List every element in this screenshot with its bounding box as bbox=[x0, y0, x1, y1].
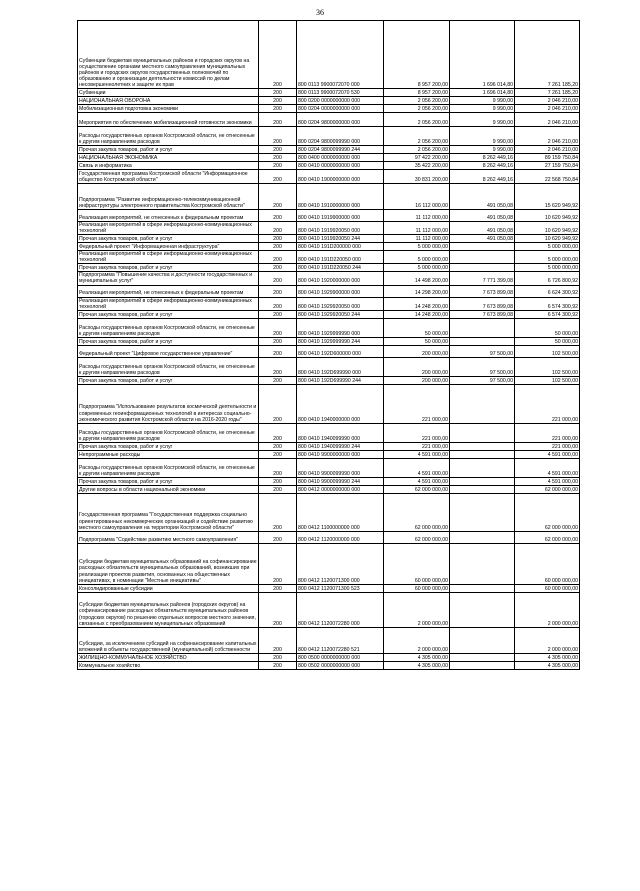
row-executed-amount: 8 262 449,16 bbox=[450, 162, 515, 170]
table-row bbox=[78, 493, 580, 531]
row-approved-amount: 2 056 200,00 bbox=[384, 105, 450, 113]
table-row bbox=[78, 127, 580, 146]
row-classifier-code: 800 0410 1910000000 000 bbox=[297, 184, 384, 210]
row-unexecuted-amount: 2 046 210,00 bbox=[515, 113, 580, 127]
row-line-code: 200 bbox=[259, 653, 297, 661]
row-name: Прочая закупка товаров, работ и услуг bbox=[78, 376, 259, 384]
row-executed-amount: 97 500,00 bbox=[450, 376, 515, 384]
row-unexecuted-amount: 221 000,00 bbox=[515, 423, 580, 442]
page-number: 36 bbox=[316, 8, 324, 17]
row-executed-amount bbox=[450, 264, 515, 272]
row-executed-amount: 491 050,08 bbox=[450, 210, 515, 222]
table-row bbox=[78, 170, 580, 184]
row-unexecuted-amount: 221 000,00 bbox=[515, 442, 580, 450]
row-executed-amount: 9 990,00 bbox=[450, 113, 515, 127]
table-row bbox=[78, 442, 580, 450]
row-classifier-code: 800 0410 1929999990 000 bbox=[297, 318, 384, 337]
row-classifier-code: 800 0502 0000000000 000 bbox=[297, 661, 384, 669]
row-name: Прочая закупка товаров, работ и услуг bbox=[78, 477, 259, 485]
row-unexecuted-amount: 4 305 000,00 bbox=[515, 661, 580, 669]
row-unexecuted-amount: 62 000 000,00 bbox=[515, 531, 580, 543]
row-executed-amount bbox=[450, 251, 515, 264]
row-unexecuted-amount: 5 000 000,00 bbox=[515, 251, 580, 264]
row-approved-amount: 2 000 000,00 bbox=[384, 592, 450, 627]
row-classifier-code: 800 0410 1919920050 244 bbox=[297, 235, 384, 243]
table-row bbox=[78, 285, 580, 297]
row-classifier-code: 800 0410 191D220050 000 bbox=[297, 251, 384, 264]
row-executed-amount bbox=[450, 653, 515, 661]
row-approved-amount: 2 056 200,00 bbox=[384, 127, 450, 146]
row-unexecuted-amount: 7 261 185,20 bbox=[515, 89, 580, 97]
row-name: Прочая закупка товаров, работ и услуг bbox=[78, 146, 259, 154]
row-classifier-code: 800 0400 0000000000 000 bbox=[297, 154, 384, 162]
table-row bbox=[78, 531, 580, 543]
row-unexecuted-amount: 221 000,00 bbox=[515, 384, 580, 423]
row-approved-amount: 5 000 000,00 bbox=[384, 251, 450, 264]
row-name: Мероприятия по обеспечению мобилизационной готовности экономики bbox=[78, 113, 259, 127]
row-classifier-code: 800 0412 1120071300 000 bbox=[297, 543, 384, 584]
row-classifier-code: 800 0410 192D699990 244 bbox=[297, 376, 384, 384]
row-unexecuted-amount: 22 568 750,84 bbox=[515, 170, 580, 184]
row-unexecuted-amount: 15 620 949,92 bbox=[515, 184, 580, 210]
row-name: Подпрограмма "Повышение качества и доступности государственных и муниципальных услуг" bbox=[78, 272, 259, 285]
row-name: Реализация мероприятий в сфере информационно-коммуникационных технологий bbox=[78, 251, 259, 264]
row-unexecuted-amount: 5 000 000,00 bbox=[515, 243, 580, 251]
row-unexecuted-amount: 4 305 000,00 bbox=[515, 653, 580, 661]
table-row bbox=[78, 210, 580, 222]
row-classifier-code: 800 0412 1120072280 521 bbox=[297, 627, 384, 653]
row-classifier-code: 800 0410 9900099990 000 bbox=[297, 458, 384, 477]
table-row bbox=[78, 345, 580, 357]
row-classifier-code: 800 0204 9800099990 244 bbox=[297, 146, 384, 154]
row-classifier-code: 800 0412 1120072280 000 bbox=[297, 592, 384, 627]
table-row bbox=[78, 384, 580, 423]
row-line-code: 200 bbox=[259, 584, 297, 592]
row-line-code: 200 bbox=[259, 235, 297, 243]
row-name: Прочая закупка товаров, работ и услуг bbox=[78, 442, 259, 450]
row-approved-amount: 30 831 200,00 bbox=[384, 170, 450, 184]
row-unexecuted-amount: 50 000,00 bbox=[515, 337, 580, 345]
row-executed-amount: 9 990,00 bbox=[450, 146, 515, 154]
row-line-code: 200 bbox=[259, 21, 297, 89]
row-approved-amount: 200 000,00 bbox=[384, 357, 450, 376]
table-row bbox=[78, 357, 580, 376]
row-executed-amount bbox=[450, 442, 515, 450]
row-executed-amount bbox=[450, 318, 515, 337]
table-row bbox=[78, 264, 580, 272]
row-name: Федеральный проект "Цифровое государственное управление" bbox=[78, 345, 259, 357]
budget-table-body bbox=[78, 21, 580, 670]
row-classifier-code: 800 0204 9800099990 000 bbox=[297, 127, 384, 146]
table-row bbox=[78, 89, 580, 97]
row-classifier-code: 800 0412 1120000000 000 bbox=[297, 531, 384, 543]
row-name: Прочая закупка товаров, работ и услуг bbox=[78, 337, 259, 345]
row-approved-amount: 2 056 200,00 bbox=[384, 97, 450, 105]
row-line-code: 200 bbox=[259, 318, 297, 337]
row-unexecuted-amount: 7 261 185,20 bbox=[515, 21, 580, 89]
table-row bbox=[78, 162, 580, 170]
row-line-code: 200 bbox=[259, 345, 297, 357]
row-line-code: 200 bbox=[259, 146, 297, 154]
table-row bbox=[78, 235, 580, 243]
row-name: Связь и информатика bbox=[78, 162, 259, 170]
row-executed-amount bbox=[450, 477, 515, 485]
row-unexecuted-amount: 27 159 750,84 bbox=[515, 162, 580, 170]
row-approved-amount: 200 000,00 bbox=[384, 345, 450, 357]
row-executed-amount bbox=[450, 543, 515, 584]
row-unexecuted-amount: 10 620 949,92 bbox=[515, 210, 580, 222]
row-executed-amount: 97 500,00 bbox=[450, 345, 515, 357]
row-executed-amount bbox=[450, 493, 515, 531]
row-executed-amount bbox=[450, 337, 515, 345]
row-approved-amount: 50 000,00 bbox=[384, 337, 450, 345]
row-executed-amount: 9 990,00 bbox=[450, 97, 515, 105]
row-executed-amount: 9 990,00 bbox=[450, 105, 515, 113]
row-classifier-code: 800 0410 1919920050 000 bbox=[297, 222, 384, 235]
row-executed-amount bbox=[450, 485, 515, 493]
row-approved-amount: 14 248 200,00 bbox=[384, 297, 450, 310]
row-classifier-code: 800 0412 0000000000 000 bbox=[297, 485, 384, 493]
row-approved-amount: 16 112 000,00 bbox=[384, 184, 450, 210]
row-executed-amount bbox=[450, 661, 515, 669]
table-row bbox=[78, 337, 580, 345]
row-classifier-code: 800 0412 1120071300 523 bbox=[297, 584, 384, 592]
row-line-code: 200 bbox=[259, 243, 297, 251]
row-unexecuted-amount: 6 574 300,92 bbox=[515, 310, 580, 318]
row-unexecuted-amount: 2 046 210,00 bbox=[515, 146, 580, 154]
row-approved-amount: 97 422 200,00 bbox=[384, 154, 450, 162]
row-name: Другие вопросы в области национальной экономики bbox=[78, 485, 259, 493]
row-unexecuted-amount: 50 000,00 bbox=[515, 318, 580, 337]
row-approved-amount: 60 000 000,00 bbox=[384, 543, 450, 584]
row-classifier-code: 800 0500 0000000000 000 bbox=[297, 653, 384, 661]
row-unexecuted-amount: 10 620 949,92 bbox=[515, 235, 580, 243]
row-executed-amount bbox=[450, 584, 515, 592]
row-executed-amount bbox=[450, 423, 515, 442]
row-name: Федеральный проект "Информационная инфраструктура" bbox=[78, 243, 259, 251]
row-approved-amount: 5 000 000,00 bbox=[384, 243, 450, 251]
row-name: Реализация мероприятий, не отнесенных к федеральным проектам bbox=[78, 210, 259, 222]
table-row bbox=[78, 272, 580, 285]
row-approved-amount: 221 000,00 bbox=[384, 423, 450, 442]
row-executed-amount: 1 696 014,80 bbox=[450, 89, 515, 97]
table-row bbox=[78, 297, 580, 310]
row-name: Субсидии, за исключением субсидий на софинансирование капитальных вложений в объекты государственной (муниципальной) собственности bbox=[78, 627, 259, 653]
row-name: Мобилизационная подготовка экономики bbox=[78, 105, 259, 113]
row-name: Реализация мероприятий в сфере информационно-коммуникационных технологий bbox=[78, 297, 259, 310]
row-line-code: 200 bbox=[259, 423, 297, 442]
row-name: НАЦИОНАЛЬНАЯ ЭКОНОМИКА bbox=[78, 154, 259, 162]
row-unexecuted-amount: 10 620 949,92 bbox=[515, 222, 580, 235]
table-row bbox=[78, 310, 580, 318]
row-name: Непрограммные расходы bbox=[78, 450, 259, 458]
row-approved-amount: 11 112 000,00 bbox=[384, 235, 450, 243]
row-name: Расходы государственных органов Костромской области, не отнесенные к другим направлениям расходов bbox=[78, 458, 259, 477]
row-line-code: 200 bbox=[259, 272, 297, 285]
row-classifier-code: 800 0410 1940099990 000 bbox=[297, 423, 384, 442]
row-classifier-code: 800 0410 192D600000 000 bbox=[297, 345, 384, 357]
row-executed-amount: 7 673 899,08 bbox=[450, 310, 515, 318]
row-approved-amount: 62 000 000,00 bbox=[384, 531, 450, 543]
table-row bbox=[78, 318, 580, 337]
row-name: НАЦИОНАЛЬНАЯ ОБОРОНА bbox=[78, 97, 259, 105]
row-name: Государственная программа Костромской области "Информационное общество Костромской области" bbox=[78, 170, 259, 184]
row-name: Реализация мероприятий в сфере информационно-коммуникационных технологий bbox=[78, 222, 259, 235]
row-approved-amount: 200 000,00 bbox=[384, 376, 450, 384]
table-row bbox=[78, 653, 580, 661]
row-unexecuted-amount: 102 500,00 bbox=[515, 376, 580, 384]
row-name: Расходы государственных органов Костромской области, не отнесенные к другим направлениям расходов bbox=[78, 127, 259, 146]
row-unexecuted-amount: 62 000 000,00 bbox=[515, 485, 580, 493]
row-line-code: 200 bbox=[259, 154, 297, 162]
row-line-code: 200 bbox=[259, 627, 297, 653]
table-row bbox=[78, 450, 580, 458]
row-classifier-code: 800 0410 1929999990 244 bbox=[297, 337, 384, 345]
row-line-code: 200 bbox=[259, 184, 297, 210]
row-name: Расходы государственных органов Костромской области, не отнесенные к другим направлениям расходов bbox=[78, 318, 259, 337]
row-classifier-code: 800 0410 191D220050 244 bbox=[297, 264, 384, 272]
row-approved-amount: 14 498 200,00 bbox=[384, 272, 450, 285]
row-unexecuted-amount: 4 591 000,00 bbox=[515, 450, 580, 458]
row-approved-amount: 221 000,00 bbox=[384, 384, 450, 423]
row-name: Коммунальное хозяйство bbox=[78, 661, 259, 669]
row-approved-amount: 14 298 200,00 bbox=[384, 285, 450, 297]
row-executed-amount: 8 262 449,16 bbox=[450, 154, 515, 162]
row-line-code: 200 bbox=[259, 442, 297, 450]
row-name: Расходы государственных органов Костромской области, не отнесенные к другим направлениям расходов bbox=[78, 423, 259, 442]
row-line-code: 200 bbox=[259, 592, 297, 627]
row-line-code: 200 bbox=[259, 251, 297, 264]
row-line-code: 200 bbox=[259, 450, 297, 458]
row-executed-amount: 8 262 449,16 bbox=[450, 170, 515, 184]
row-unexecuted-amount: 4 591 000,00 bbox=[515, 458, 580, 477]
row-classifier-code: 800 0410 1940000000 000 bbox=[297, 384, 384, 423]
row-line-code: 200 bbox=[259, 543, 297, 584]
row-line-code: 200 bbox=[259, 222, 297, 235]
row-line-code: 200 bbox=[259, 97, 297, 105]
row-unexecuted-amount: 102 500,00 bbox=[515, 357, 580, 376]
row-approved-amount: 5 000 000,00 bbox=[384, 264, 450, 272]
row-line-code: 200 bbox=[259, 113, 297, 127]
row-line-code: 200 bbox=[259, 170, 297, 184]
row-classifier-code: 800 0410 1940099990 244 bbox=[297, 442, 384, 450]
row-classifier-code: 800 0204 9800000000 000 bbox=[297, 113, 384, 127]
row-unexecuted-amount: 2 046 210,00 bbox=[515, 105, 580, 113]
row-name: Субвенции bbox=[78, 89, 259, 97]
row-name: Подпрограмма "Использование результатов космической деятельности и современных геоинформационных технологий в интересах социально-экономического развития Костромской области на 2016-2020 годы" bbox=[78, 384, 259, 423]
row-line-code: 200 bbox=[259, 661, 297, 669]
table-row bbox=[78, 423, 580, 442]
row-executed-amount bbox=[450, 384, 515, 423]
row-name: Прочая закупка товаров, работ и услуг bbox=[78, 310, 259, 318]
table-row bbox=[78, 661, 580, 669]
row-unexecuted-amount: 2 046 210,00 bbox=[515, 127, 580, 146]
row-classifier-code: 800 0113 9900072070 000 bbox=[297, 21, 384, 89]
table-row bbox=[78, 184, 580, 210]
row-classifier-code: 800 0412 1100000000 000 bbox=[297, 493, 384, 531]
row-executed-amount bbox=[450, 531, 515, 543]
row-approved-amount: 62 000 000,00 bbox=[384, 485, 450, 493]
row-line-code: 200 bbox=[259, 89, 297, 97]
table-row bbox=[78, 243, 580, 251]
row-line-code: 200 bbox=[259, 376, 297, 384]
row-executed-amount: 97 500,00 bbox=[450, 357, 515, 376]
row-name: Субсидии бюджетам муниципальных образований на софинансирование расходных обязательств муниципальных образований, возникших при реализации проектов развития, основанных на общественных инициативах, в номинации "Местные инициативы" bbox=[78, 543, 259, 584]
row-classifier-code: 800 0410 0000000000 000 bbox=[297, 162, 384, 170]
row-line-code: 200 bbox=[259, 210, 297, 222]
table-row bbox=[78, 105, 580, 113]
row-approved-amount: 11 112 000,00 bbox=[384, 222, 450, 235]
row-name: Субвенции бюджетам муниципальных районов и городских округов на осуществление органами местного самоуправления муниципальных районов и городских округов государственных полномочий по образованию и организации деятельности комиссий по делам несовершеннолетних и защите их прав bbox=[78, 21, 259, 89]
row-unexecuted-amount: 5 000 000,00 bbox=[515, 264, 580, 272]
row-classifier-code: 800 0410 9900000000 000 bbox=[297, 450, 384, 458]
row-classifier-code: 800 0410 192D699990 000 bbox=[297, 357, 384, 376]
row-approved-amount: 4 591 000,00 bbox=[384, 450, 450, 458]
row-line-code: 200 bbox=[259, 357, 297, 376]
row-unexecuted-amount: 4 591 000,00 bbox=[515, 477, 580, 485]
row-executed-amount: 7 673 899,08 bbox=[450, 285, 515, 297]
row-name: Прочая закупка товаров, работ и услуг bbox=[78, 264, 259, 272]
row-executed-amount: 7 771 399,08 bbox=[450, 272, 515, 285]
row-approved-amount: 35 422 200,00 bbox=[384, 162, 450, 170]
table-row bbox=[78, 146, 580, 154]
row-approved-amount: 4 305 000,00 bbox=[384, 653, 450, 661]
row-classifier-code: 800 0410 9900099990 244 bbox=[297, 477, 384, 485]
row-classifier-code: 800 0410 1929920050 000 bbox=[297, 297, 384, 310]
row-unexecuted-amount: 6 624 300,92 bbox=[515, 285, 580, 297]
row-unexecuted-amount: 62 000 000,00 bbox=[515, 493, 580, 531]
row-line-code: 200 bbox=[259, 310, 297, 318]
row-approved-amount: 8 957 200,00 bbox=[384, 21, 450, 89]
row-classifier-code: 800 0204 0000000000 000 bbox=[297, 105, 384, 113]
row-approved-amount: 8 957 200,00 bbox=[384, 89, 450, 97]
row-executed-amount bbox=[450, 243, 515, 251]
row-unexecuted-amount: 6 726 800,92 bbox=[515, 272, 580, 285]
table-row bbox=[78, 113, 580, 127]
table-row bbox=[78, 21, 580, 89]
row-unexecuted-amount: 2 046 210,00 bbox=[515, 97, 580, 105]
row-classifier-code: 800 0410 191D200000 000 bbox=[297, 243, 384, 251]
row-approved-amount: 221 000,00 bbox=[384, 442, 450, 450]
row-executed-amount: 491 050,08 bbox=[450, 184, 515, 210]
row-classifier-code: 800 0410 1920000000 000 bbox=[297, 272, 384, 285]
table-row bbox=[78, 543, 580, 584]
row-name: Государственная программа "Государственная поддержка социально ориентированных некоммерческих организаций и содействие развитию местного самоуправления на территории Костромской области" bbox=[78, 493, 259, 531]
row-line-code: 200 bbox=[259, 105, 297, 113]
table-row bbox=[78, 477, 580, 485]
row-executed-amount bbox=[450, 627, 515, 653]
row-name: Субсидии бюджетам муниципальных районов (городских округов) на софинансирование расходных обязательств муниципальных районов (городских округов) по решению отдельных вопросов местного значения, связанных с преобразованием муниципальных образований bbox=[78, 592, 259, 627]
table-row bbox=[78, 584, 580, 592]
row-executed-amount bbox=[450, 592, 515, 627]
table-row bbox=[78, 458, 580, 477]
row-unexecuted-amount: 2 000 000,00 bbox=[515, 592, 580, 627]
row-name: Расходы государственных органов Костромской области, не отнесенные к другим направлениям расходов bbox=[78, 357, 259, 376]
row-executed-amount: 491 050,08 bbox=[450, 222, 515, 235]
row-executed-amount: 9 990,00 bbox=[450, 127, 515, 146]
row-line-code: 200 bbox=[259, 285, 297, 297]
row-approved-amount: 60 000 000,00 bbox=[384, 584, 450, 592]
row-classifier-code: 800 0410 1900000000 000 bbox=[297, 170, 384, 184]
row-classifier-code: 800 0200 0000000000 000 bbox=[297, 97, 384, 105]
row-line-code: 200 bbox=[259, 162, 297, 170]
row-approved-amount: 2 000 000,00 bbox=[384, 627, 450, 653]
row-approved-amount: 62 000 000,00 bbox=[384, 493, 450, 531]
row-unexecuted-amount: 2 000 000,00 bbox=[515, 627, 580, 653]
row-line-code: 200 bbox=[259, 297, 297, 310]
row-executed-amount bbox=[450, 450, 515, 458]
row-name: ЖИЛИЩНО-КОММУНАЛЬНОЕ ХОЗЯЙСТВО bbox=[78, 653, 259, 661]
row-name: Прочая закупка товаров, работ и услуг bbox=[78, 235, 259, 243]
row-name: Консолидированные субсидии bbox=[78, 584, 259, 592]
table-row bbox=[78, 222, 580, 235]
row-line-code: 200 bbox=[259, 384, 297, 423]
row-line-code: 200 bbox=[259, 477, 297, 485]
table-row bbox=[78, 485, 580, 493]
row-name: Реализация мероприятий, не отнесенных к федеральным проектам bbox=[78, 285, 259, 297]
row-approved-amount: 4 591 000,00 bbox=[384, 458, 450, 477]
row-line-code: 200 bbox=[259, 485, 297, 493]
row-classifier-code: 800 0410 1919900000 000 bbox=[297, 210, 384, 222]
row-executed-amount: 7 673 899,08 bbox=[450, 297, 515, 310]
row-classifier-code: 800 0113 9900072070 530 bbox=[297, 89, 384, 97]
row-line-code: 200 bbox=[259, 264, 297, 272]
table-row bbox=[78, 627, 580, 653]
row-unexecuted-amount: 89 159 750,84 bbox=[515, 154, 580, 162]
row-name: Подпрограмма "Содействие развитию местного самоуправления" bbox=[78, 531, 259, 543]
row-line-code: 200 bbox=[259, 493, 297, 531]
table-row bbox=[78, 97, 580, 105]
row-approved-amount: 4 591 000,00 bbox=[384, 477, 450, 485]
row-approved-amount: 11 112 000,00 bbox=[384, 210, 450, 222]
row-line-code: 200 bbox=[259, 127, 297, 146]
row-classifier-code: 800 0410 1929920050 244 bbox=[297, 310, 384, 318]
row-executed-amount bbox=[450, 458, 515, 477]
row-approved-amount: 4 305 000,00 bbox=[384, 661, 450, 669]
row-line-code: 200 bbox=[259, 458, 297, 477]
table-row bbox=[78, 592, 580, 627]
row-unexecuted-amount: 60 000 000,00 bbox=[515, 543, 580, 584]
row-executed-amount: 491 050,08 bbox=[450, 235, 515, 243]
row-approved-amount: 50 000,00 bbox=[384, 318, 450, 337]
row-name: Подпрограмма "Развитие информационно-телекоммуникационной инфраструктуры электронного правительства Костромской области" bbox=[78, 184, 259, 210]
row-line-code: 200 bbox=[259, 337, 297, 345]
row-unexecuted-amount: 102 500,00 bbox=[515, 345, 580, 357]
table-row bbox=[78, 251, 580, 264]
row-line-code: 200 bbox=[259, 531, 297, 543]
table-row bbox=[78, 376, 580, 384]
row-unexecuted-amount: 6 574 300,92 bbox=[515, 297, 580, 310]
row-approved-amount: 2 056 200,00 bbox=[384, 113, 450, 127]
row-unexecuted-amount: 60 000 000,00 bbox=[515, 584, 580, 592]
budget-execution-table bbox=[77, 20, 580, 670]
row-classifier-code: 800 0410 1929900000 000 bbox=[297, 285, 384, 297]
table-row bbox=[78, 154, 580, 162]
row-executed-amount: 1 696 014,80 bbox=[450, 21, 515, 89]
row-approved-amount: 14 248 200,00 bbox=[384, 310, 450, 318]
row-approved-amount: 2 056 200,00 bbox=[384, 146, 450, 154]
